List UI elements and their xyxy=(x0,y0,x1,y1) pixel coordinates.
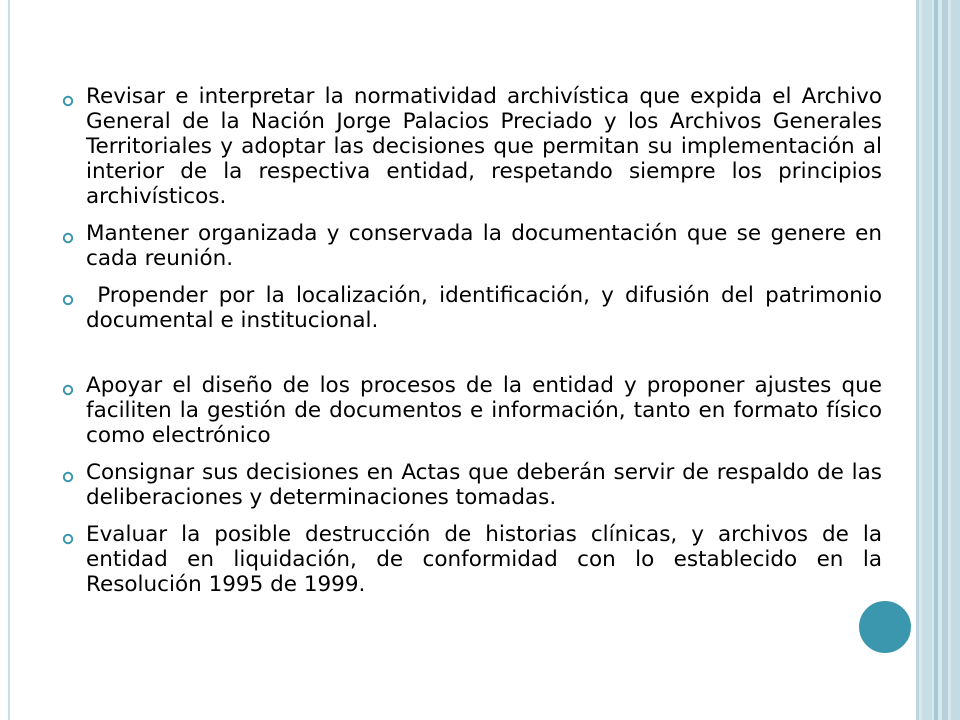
left-frame-line xyxy=(8,0,10,720)
circle-outline-icon xyxy=(62,221,86,248)
bullet-text: Revisar e interpretar la normatividad archivística que expida el Archivo General de la Nación Jorge Palacios Preciado y los Archivos Generales Territoriales y adoptar las decisiones que permitan su implementación al interior de la respectiva entidad, respetando siempre los principios archivísticos. xyxy=(86,84,882,209)
right-stripe xyxy=(922,0,932,720)
list-item xyxy=(62,460,882,510)
bullet-text: Consignar sus decisiones en Actas que deberán servir de respaldo de las deliberaciones y determinaciones tomadas. xyxy=(86,460,882,510)
right-stripe xyxy=(942,0,948,720)
circle-outline-icon xyxy=(62,522,86,549)
list-item xyxy=(62,522,882,597)
list-item xyxy=(62,84,882,209)
circle-outline-icon xyxy=(62,84,86,111)
circle-outline-icon xyxy=(62,283,86,310)
list-item xyxy=(62,283,889,333)
circle-outline-icon xyxy=(62,373,86,400)
bullet-text: Apoyar el diseño de los procesos de la entidad y proponer ajustes que faciliten la gestión de documentos e información, tanto en formato físico como electrónico xyxy=(86,373,882,448)
circle-outline-icon xyxy=(62,460,86,487)
bullet-text: Propender por la localización, identificación, y difusión del patrimonio documental e institucional. xyxy=(86,283,889,333)
list-item xyxy=(62,221,882,271)
right-stripe xyxy=(934,0,938,720)
decorative-circle xyxy=(856,598,914,656)
right-stripe xyxy=(951,0,960,720)
bullet-text: Mantener organizada y conservada la documentación que se genere en cada reunión. xyxy=(86,221,882,271)
list-item xyxy=(62,373,882,448)
bullet-list xyxy=(62,84,889,609)
right-stripe xyxy=(916,0,919,720)
bullet-text: Evaluar la posible destrucción de historias clínicas, y archivos de la entidad en liquidación, de conformidad con lo establecido en la Resolución 1995 de 1999. xyxy=(86,522,882,597)
